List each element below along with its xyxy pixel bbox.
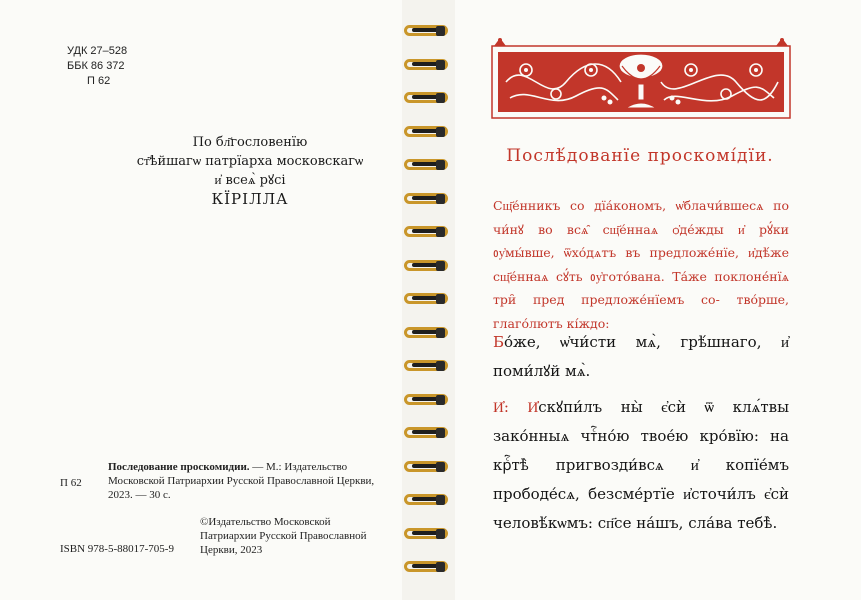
publisher-details: — М.: Издательство Московской Патриархии Русской Православной Церкви, 2023. — 30 с. (108, 461, 375, 501)
prayer-1 (493, 328, 789, 386)
punch-hole (436, 294, 445, 304)
blessing-line-2: ст҃ѣйшагѡ патрїарха московскагѡ (136, 154, 364, 169)
prayer-2-prefix: И҆: (493, 398, 528, 416)
spiral-ring (404, 58, 450, 72)
punch-hole (436, 127, 445, 137)
punch-hole (436, 60, 445, 70)
bibliographic-text (108, 460, 390, 502)
punch-hole (436, 529, 445, 539)
punch-hole (436, 328, 445, 338)
patriarch-name: КЇРІЛЛА (211, 190, 289, 208)
punch-hole (436, 562, 445, 572)
blessing-line-3: и҆ всеѧ̀ рꙋсі (214, 173, 286, 188)
blessing-line-1: По бл҃гословенїю (192, 135, 308, 150)
punch-hole (436, 428, 445, 438)
spiral-ring (404, 326, 450, 340)
punch-hole (436, 194, 445, 204)
punch-hole (436, 495, 445, 505)
page-title: Послѣ́дованїе проскомı́дїи. (506, 146, 774, 166)
ornamental-headpiece (486, 36, 796, 120)
punch-hole (436, 261, 445, 271)
spiral-ring (404, 527, 450, 541)
spiral-ring (404, 259, 450, 273)
punch-hole (436, 227, 445, 237)
spiral-ring (404, 24, 450, 38)
udc-line: УДК 27–528 (67, 45, 128, 57)
punch-hole (436, 26, 445, 36)
drop-cap-b: Б (493, 333, 505, 351)
prayer-1-text: о́же, ѡ҆чи́сти мѧ̀, грѣ́шнаго, и҆ поми́лꙋй мѧ̀. (493, 333, 789, 380)
spiral-binding (400, 14, 460, 594)
prayer-2 (493, 393, 789, 538)
punch-hole (436, 93, 445, 103)
spiral-ring (404, 560, 450, 574)
spiral-ring (404, 460, 450, 474)
author-mark: П 62 (60, 477, 82, 489)
left-page (0, 0, 402, 600)
spiral-ring (404, 426, 450, 440)
punch-hole (436, 160, 445, 170)
punch-hole (436, 395, 445, 405)
spiral-ring (404, 192, 450, 206)
copyright-notice: ©Издательство Московской Патриархии Русской Православной Церкви, 2023 (200, 516, 367, 556)
spiral-ring (404, 493, 450, 507)
blessing-text (120, 133, 380, 209)
rubric-instructions: Сщ҃е́нникъ со дїа́кономъ, ѡ҆блачи́вшесѧ по чи́нꙋ во всѧ̑ сщ҃е́ннаѧ ѻ҆де́жды и҆ рꙋ́ки ᲂу҆мы́вше, ѿхо́дѧтъ въ предложе́нїе, и҆дѣ́же сщ҃е́ннаѧ сꙋ́ть ᲂу҆гото́вана. Та́же поклоне́нїѧ три̑ пред предложе́нїемъ со- тво́рше, глаго́лютъ кі́ждо: (493, 198, 789, 331)
spiral-ring (404, 359, 450, 373)
spiral-ring (404, 225, 450, 239)
spiral-ring (404, 125, 450, 139)
author-mark-line: П 62 (87, 75, 111, 87)
spiral-ring (404, 292, 450, 306)
spiral-ring (404, 91, 450, 105)
drop-cap-i: И҆ (527, 398, 539, 416)
bbk-line: ББК 86 372 (67, 60, 125, 72)
udc-block (67, 44, 127, 89)
book-title: Последование проскомидии. (108, 461, 250, 473)
spiral-ring (404, 158, 450, 172)
isbn: ISBN 978-5-88017-705-9 (60, 543, 174, 555)
punch-hole (436, 361, 445, 371)
prayer-2-text: скꙋпи́лъ ны̀ є҆сѝ ѿ клѧ́твы зако́нныѧ чтⷭ҇но́ю твое́ю кро́вїю: на крⷭ҇тѣ̀ пригвозди́всѧ и҆ копїе́мъ прободе́сѧ, безсме́ртїе и҆сточи́лъ є҆сѝ человѣ́кѡмъ: сп҃се на́шъ, сла́ва тебѣ̀. (493, 398, 790, 532)
spiral-ring (404, 393, 450, 407)
punch-hole (436, 462, 445, 472)
